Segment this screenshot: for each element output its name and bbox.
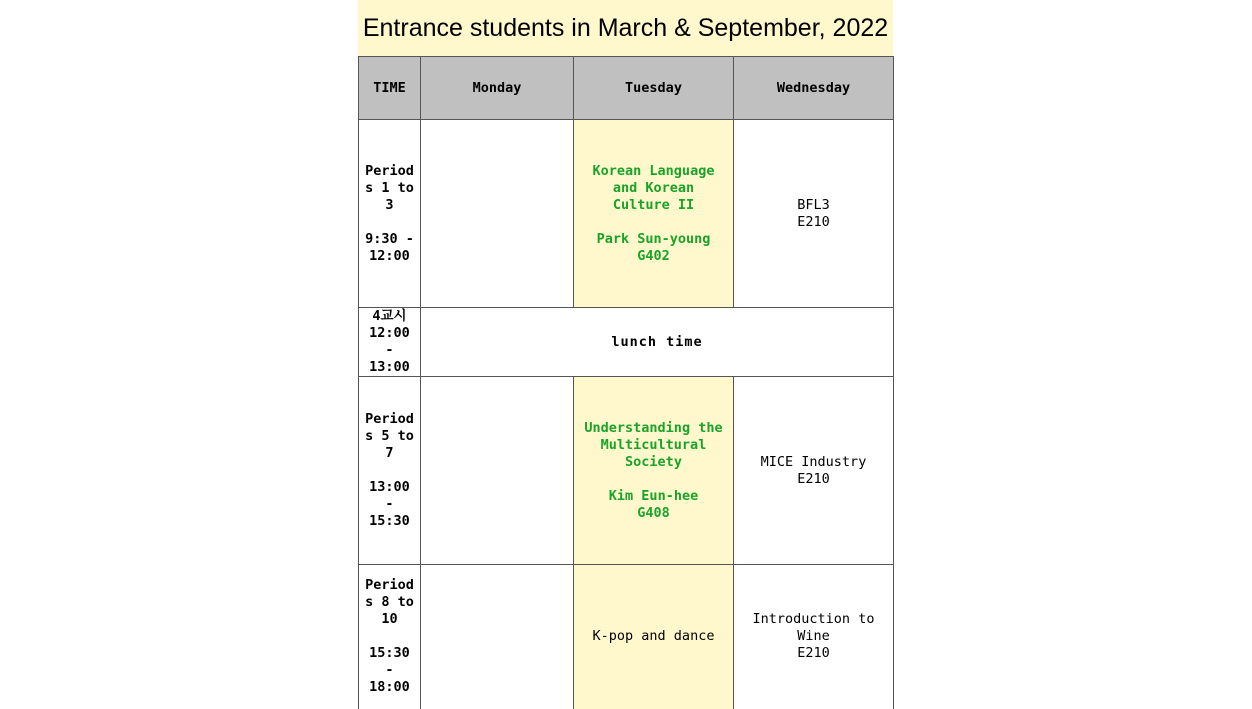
monday-cell (421, 377, 574, 565)
time-cell: Period s 1 to 3 9:30 - 12:00 (359, 120, 421, 308)
wednesday-cell: Introduction to Wine E210 (734, 565, 894, 709)
timetable-sheet (358, 0, 893, 702)
time-cell: Period s 8 to 10 15:30 - 18:00 (359, 565, 421, 709)
monday-cell (421, 565, 574, 709)
lunch-cell: lunch time (421, 308, 894, 377)
header-row (359, 57, 894, 120)
tuesday-cell: Understanding the Multicultural Society Kim Eun-hee G408 (574, 377, 734, 565)
header-tuesday: Tuesday (574, 57, 734, 120)
table-row (359, 308, 894, 377)
wednesday-cell: BFL3 E210 (734, 120, 894, 308)
header-monday: Monday (421, 57, 574, 120)
wednesday-cell: MICE Industry E210 (734, 377, 894, 565)
monday-cell (421, 120, 574, 308)
timetable-title: Entrance students in March & September, 2022 (358, 0, 893, 56)
time-cell: Period s 5 to 7 13:00 - 15:30 (359, 377, 421, 565)
timetable (358, 56, 894, 709)
table-row (359, 377, 894, 565)
table-row (359, 120, 894, 308)
header-wednesday: Wednesday (734, 57, 894, 120)
header-time: TIME (359, 57, 421, 120)
tuesday-cell: Korean Language and Korean Culture II Park Sun-young G402 (574, 120, 734, 308)
tuesday-cell: K-pop and dance (574, 565, 734, 709)
time-cell: 4교시 12:00 - 13:00 (359, 308, 421, 377)
table-row (359, 565, 894, 709)
